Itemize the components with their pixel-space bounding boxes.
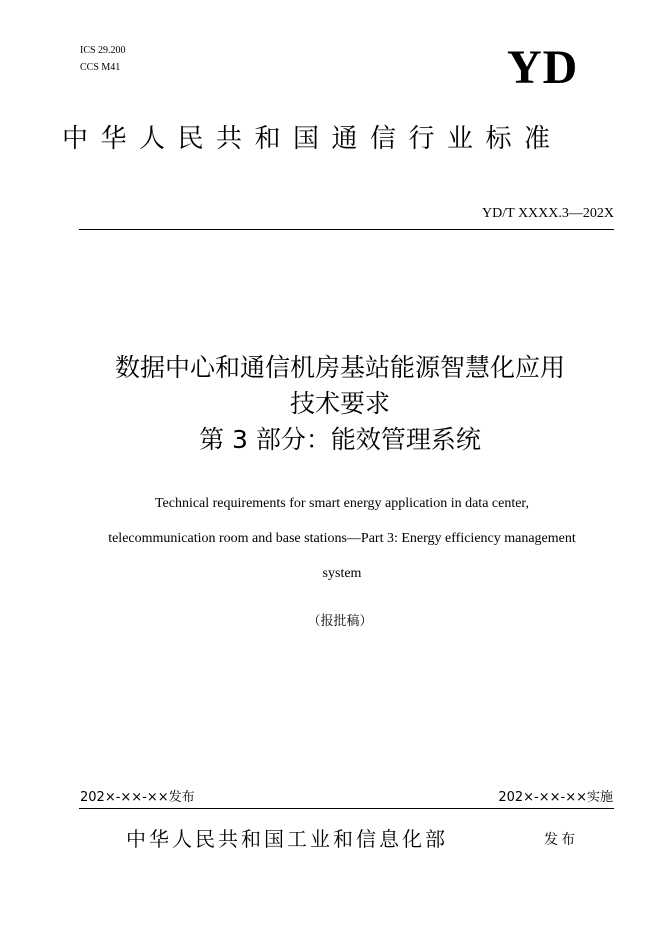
implementation-date: 202×-××-××实施	[498, 790, 613, 805]
english-title	[72, 486, 612, 591]
english-title-line-2: telecommunication room and base stations—Part 3: Energy efficiency management	[108, 531, 576, 546]
issue-label: 发布	[544, 832, 578, 848]
issuing-authority: 中华人民共和国工业和信息化部	[126, 827, 448, 851]
footer-divider	[79, 808, 614, 809]
standard-number: YD/T XXXX.3—202X	[482, 206, 614, 221]
industry-standard-title: 中华人民共和国通信行业标准	[62, 124, 563, 154]
title-line-1: 数据中心和通信机房基站能源智慧化应用	[114, 353, 565, 382]
english-title-line-1: Technical requirements for smart energy application in data center,	[154, 496, 530, 511]
yd-logo: YD	[507, 41, 579, 94]
release-date: 202×-××-××发布	[80, 790, 195, 805]
draft-status: （报批稿）	[307, 614, 373, 629]
document-title	[60, 350, 620, 458]
header-divider	[79, 229, 614, 230]
ccs-code: CCS M41	[80, 62, 121, 73]
title-line-2: 技术要求	[289, 389, 390, 418]
classification-codes	[80, 42, 126, 76]
english-title-line-3: system	[322, 566, 362, 581]
title-line-3: 第 3 部分：能效管理系统	[199, 425, 481, 454]
ics-code: ICS 29.200	[80, 45, 126, 56]
